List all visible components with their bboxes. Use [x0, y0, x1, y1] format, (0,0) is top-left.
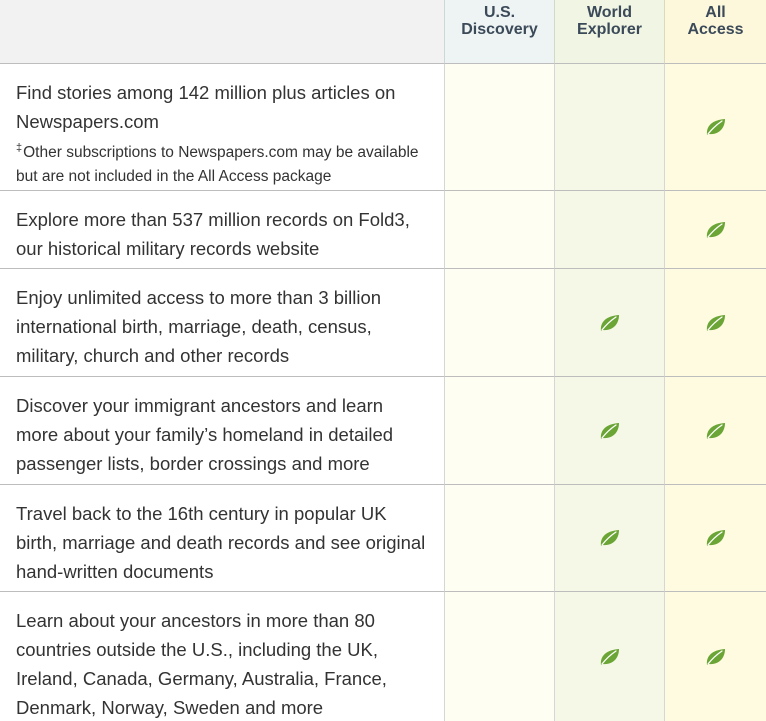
feature-newspapers	[0, 64, 444, 191]
feature-fold3	[0, 191, 444, 269]
leaf-icon	[706, 118, 726, 136]
leaf-icon	[600, 648, 620, 666]
leaf-icon	[706, 648, 726, 666]
feature-text: Enjoy unlimited access to more than 3 billion international birth, marriage, death, census, military, church and other records	[16, 287, 382, 366]
cell-all-access	[664, 592, 766, 721]
cell-us-discovery	[444, 191, 554, 269]
feature-text: Find stories among 142 million plus articles on Newspapers.com	[16, 82, 396, 132]
cell-us-discovery	[444, 269, 554, 377]
header-all-access	[664, 0, 766, 64]
feature-uk-records	[0, 485, 444, 592]
cell-world-explorer	[554, 269, 664, 377]
plan-name-line1: World	[586, 4, 632, 21]
cell-us-discovery	[444, 377, 554, 485]
footnote-mark: ‡	[16, 142, 23, 154]
cell-world-explorer	[554, 485, 664, 592]
cell-us-discovery	[444, 485, 554, 592]
header-us-discovery	[444, 0, 554, 64]
feature-international-records	[0, 269, 444, 377]
plan-name-line1: U.S.	[483, 4, 516, 21]
feature-80-countries	[0, 592, 444, 721]
cell-us-discovery	[444, 592, 554, 721]
feature-text: Explore more than 537 million records on Fold3, our historical military records website	[16, 209, 410, 259]
leaf-icon	[600, 314, 620, 332]
footnote-text: Other subscriptions to Newspapers.com may be available but are not included in the All Access package	[16, 144, 419, 185]
plan-name-line2: Explorer	[577, 21, 642, 38]
feature-footnote	[16, 136, 428, 189]
cell-all-access	[664, 485, 766, 592]
plan-name-line2: Access	[687, 21, 744, 38]
feature-text: Travel back to the 16th century in popular UK birth, marriage and death records and see original hand-written documents	[16, 503, 426, 582]
leaf-icon	[706, 529, 726, 547]
cell-all-access	[664, 377, 766, 485]
feature-text: Discover your immigrant ancestors and learn more about your family’s homeland in detailed passenger lists, border crossings and more	[16, 395, 394, 474]
plan-name-line2: Discovery	[461, 21, 538, 38]
header-feature-column	[0, 0, 444, 64]
leaf-icon	[600, 422, 620, 440]
leaf-icon	[706, 314, 726, 332]
cell-world-explorer	[554, 191, 664, 269]
leaf-icon	[706, 221, 726, 239]
cell-all-access	[664, 269, 766, 377]
plan-name-line1: All	[705, 4, 726, 21]
cell-world-explorer	[554, 592, 664, 721]
cell-world-explorer	[554, 377, 664, 485]
feature-immigrant-ancestors	[0, 377, 444, 485]
leaf-icon	[600, 529, 620, 547]
cell-all-access	[664, 191, 766, 269]
header-world-explorer	[554, 0, 664, 64]
cell-world-explorer	[554, 64, 664, 191]
feature-text: Learn about your ancestors in more than 80 countries outside the U.S., including the UK, Ireland, Canada, Germany, Australia, France, Denmark, Norway, Sweden and more	[16, 610, 387, 718]
leaf-icon	[706, 422, 726, 440]
cell-all-access	[664, 64, 766, 191]
cell-us-discovery	[444, 64, 554, 191]
